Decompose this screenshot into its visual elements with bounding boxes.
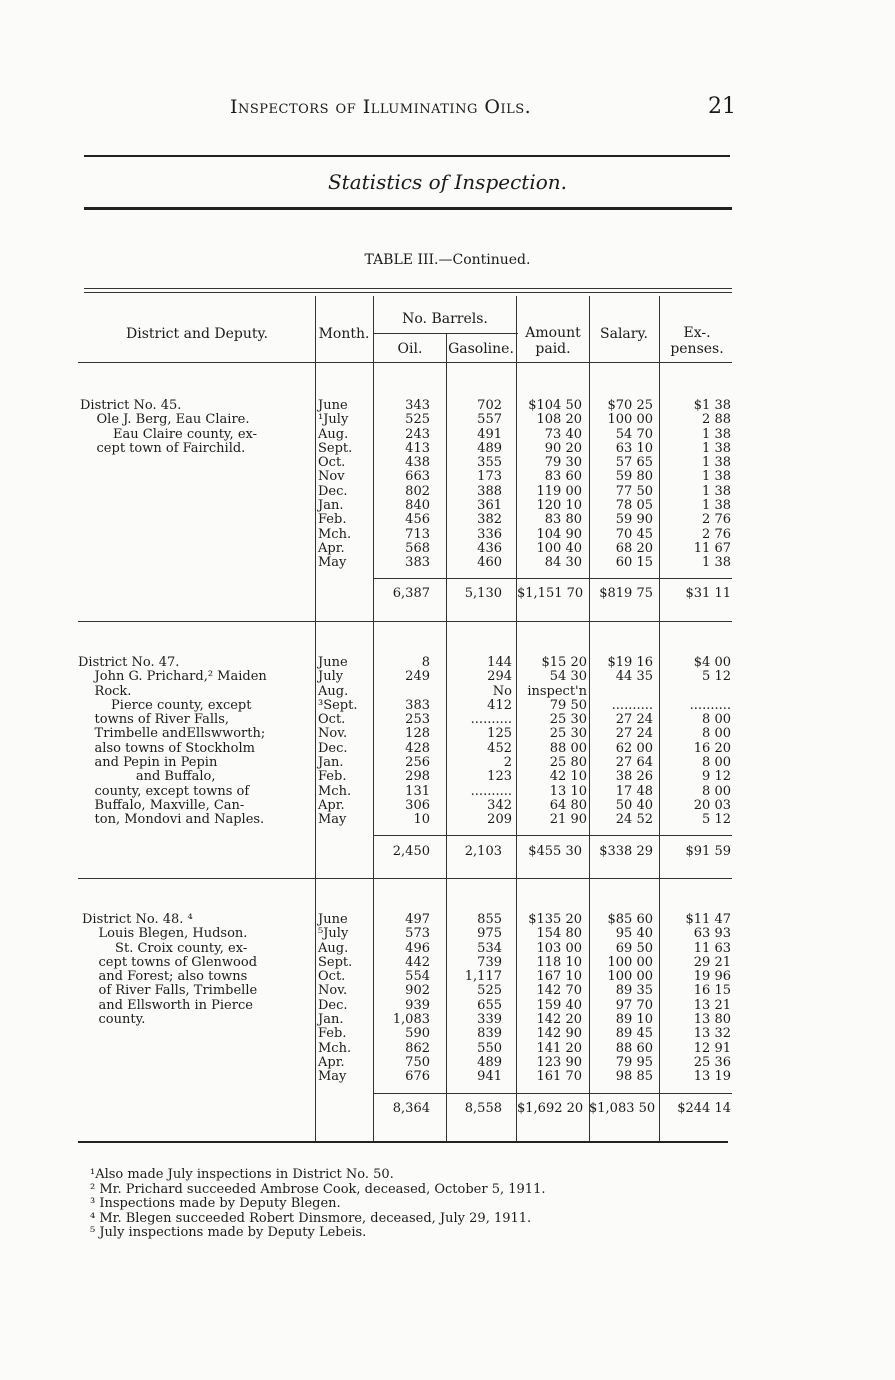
district-48-amount: $135 20 154 80 103 00 118 10 167 10 142 70 159 40 142 20 142 90 141 20 123 90 161 70: [528, 912, 582, 1085]
district-48-sum-rule: [374, 1093, 732, 1094]
header-oil: Oil.: [397, 341, 423, 357]
district-45-months: June ¹July Aug. Sept. Oct. Nov Dec. Jan. Feb. Mch. Apr. May: [318, 398, 353, 571]
district-45-deputy: District No. 45. Ole J. Berg, Eau Claire. Eau Claire county, ex- cept town of Fairchild.: [80, 398, 258, 456]
header-barrels: No. Barrels.: [402, 311, 488, 327]
header-expenses: Ex-. penses.: [670, 325, 724, 357]
district-47-expenses: $4 00 5 12 .......... 8 00 8 00 16 20 8 00 9 12 8 00 20 03 5 12: [689, 655, 731, 828]
table-caption: TABLE III.—Continued.: [364, 252, 531, 268]
page-number: 21: [708, 94, 736, 119]
district-48-total-amount: $1,692 20: [517, 1101, 584, 1116]
district-45-total-expenses: $31 11: [685, 586, 731, 601]
section-subtitle: Statistics of Inspection.: [327, 170, 567, 194]
district-48-expenses: $11 47 63 93 11 63 29 21 19 96 16 15 13 21 13 80 13 32 12 91 25 36 13 19: [685, 912, 731, 1085]
header-amount: Amount paid.: [525, 325, 581, 357]
district-45-oil: 343 525 243 413 438 663 802 840 456 713 568 383: [405, 398, 430, 571]
district-47-total-oil: 2,450: [392, 844, 430, 859]
district-47-total-amount: $455 30: [528, 844, 582, 859]
district-45-expenses: $1 38 2 88 1 38 1 38 1 38 1 38 1 38 1 38 2 76 2 76 11 67 1 38: [693, 398, 731, 571]
table-top-rule: [84, 288, 732, 289]
district-45-bottom-rule: [78, 621, 732, 622]
header-salary: Salary.: [600, 326, 648, 342]
district-48-total-oil: 8,364: [392, 1101, 430, 1116]
district-47-oil: 8 249 383 253 128 428 256 298 131 306 10: [405, 655, 430, 828]
district-48-total-salary: $1,083 50: [589, 1101, 656, 1116]
running-title: Inspectors of Illuminating Oils.: [230, 96, 532, 118]
col-line-1: [315, 296, 316, 1141]
table-top-rule-2: [84, 292, 732, 293]
district-45-total-oil: 6,387: [392, 586, 430, 601]
district-45-amount: $104 50 108 20 73 40 90 20 79 30 83 60 119 00 120 10 83 80 104 90 100 40 84 30: [528, 398, 582, 571]
district-45-sum-rule: [374, 578, 732, 579]
district-48-oil: 497 573 496 442 554 902 939 1,083 590 862 750 676: [392, 912, 430, 1085]
district-47-amount: $15 20 54 30 inspect'n 79 50 25 30 25 30 88 00 25 80 42 10 13 10 64 80 21 90: [527, 655, 587, 828]
district-47-gasoline: 144 294 No 412 .......... 125 452 2 123 .......... 342 209: [470, 655, 512, 828]
header-bottom-rule: [78, 362, 732, 363]
district-48-total-gasoline: 8,558: [464, 1101, 502, 1116]
header-gasoline: Gasoline.: [448, 341, 514, 357]
header-district: District and Deputy.: [126, 326, 268, 342]
district-47-salary: $19 16 44 35 .......... 27 24 27 24 62 00 27 64 38 26 17 48 50 40 24 52: [607, 655, 653, 828]
district-48-deputy: District No. 48. ⁴ Louis Blegen, Hudson. St. Croix county, ex- cept towns of Glenwood and Forest; also towns of River Falls, Trimbelle and Ellsworth in Pierce county.: [82, 912, 258, 1028]
district-48-salary: $85 60 95 40 69 50 100 00 100 00 89 35 97 70 89 10 89 45 88 60 79 95 98 85: [607, 912, 653, 1085]
district-45-total-salary: $819 75: [599, 586, 653, 601]
district-48-months: June ⁵July Aug. Sept. Oct. Nov. Dec. Jan. Feb. Mch. Apr. May: [318, 912, 353, 1085]
header-rule: [84, 155, 730, 157]
district-45-gasoline: 702 557 491 489 355 173 388 361 382 336 436 460: [477, 398, 502, 571]
table-bottom-rule-visible: [78, 1141, 728, 1143]
district-47-total-gasoline: 2,103: [464, 844, 502, 859]
district-45-total-amount: $1,151 70: [517, 586, 584, 601]
district-47-sum-rule: [374, 835, 732, 836]
district-45-total-gasoline: 5,130: [464, 586, 502, 601]
subtitle-rule: [84, 207, 732, 210]
district-47-total-salary: $338 29: [599, 844, 653, 859]
district-47-bottom-rule: [78, 878, 732, 879]
district-47-total-expenses: $91 59: [685, 844, 731, 859]
district-48-gasoline: 855 975 534 739 1,117 525 655 339 839 550 489 941: [464, 912, 502, 1085]
district-47-deputy: District No. 47. John G. Prichard,² Maiden Rock. Pierce county, except towns of River Falls, Trimbelle andEllswworth; also towns of Stockholm and Pepin in Pepin and Buffalo, county, except towns of Buffalo, Maxville, Can- ton, Mondovi and Naples.: [78, 655, 267, 828]
district-45-salary: $70 25 100 00 54 70 63 10 57 65 59 80 77 50 78 05 59 90 70 45 68 20 60 15: [607, 398, 653, 571]
header-month: Month.: [318, 326, 370, 342]
district-47-months: June July Aug. ³Sept. Oct. Nov. Dec. Jan. Feb. Mch. Apr. May: [318, 655, 358, 828]
footnotes: ¹Also made July inspections in District No. 50. ² Mr. Prichard succeeded Ambrose Cook, deceased, October 5, 1911. ³ Inspections made by Deputy Blegen. ⁴ Mr. Blegen succeeded Robert Dinsmore, deceased, July 29, 1911. ⁵ July inspections made by Deputy Lebeis.: [90, 1167, 546, 1240]
district-48-total-expenses: $244 14: [677, 1101, 731, 1116]
